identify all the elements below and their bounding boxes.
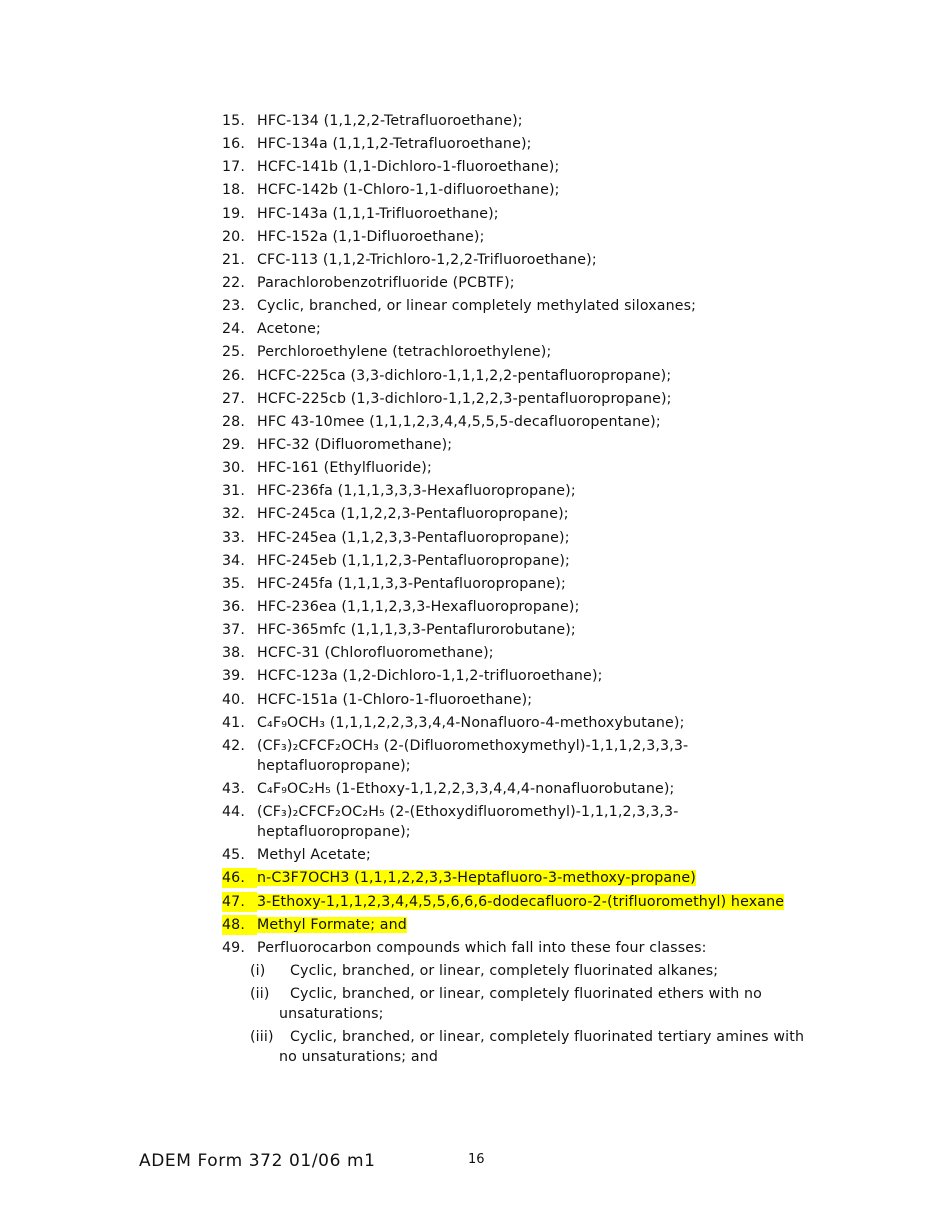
item-text <box>257 273 822 293</box>
list-item <box>222 528 822 548</box>
list-item <box>222 736 822 776</box>
item-number: 21. <box>222 251 246 268</box>
item-number: 35. <box>222 575 246 592</box>
exempt-compounds-list <box>222 111 822 1070</box>
item-text <box>257 157 822 177</box>
item-text <box>257 868 822 888</box>
item-number: 29. <box>222 436 246 453</box>
item-number: 39. <box>222 668 246 685</box>
sub-item <box>250 961 822 981</box>
sub-list-item <box>250 961 822 981</box>
item-number: 19. <box>222 205 246 222</box>
list-item <box>222 157 822 177</box>
item-text <box>257 620 822 640</box>
item-text-content: HCFC-31 (Chlorofluoromethane); <box>257 645 494 662</box>
item-text-content: HFC-161 (Ethylfluoride); <box>257 460 432 477</box>
item-text <box>257 342 822 362</box>
sub-list-item <box>250 984 822 1024</box>
item-number: 16. <box>222 136 246 153</box>
item-number: 15. <box>222 113 246 129</box>
item-text <box>257 435 822 455</box>
list-item <box>222 690 822 710</box>
sub-item <box>250 984 822 1024</box>
item-number: 24. <box>222 321 246 338</box>
list-item <box>222 845 822 865</box>
item-text-content: Perchloroethylene (tetrachloroethylene); <box>257 344 552 361</box>
list-item <box>222 319 822 339</box>
item-number: 33. <box>222 529 246 546</box>
item-text <box>257 713 822 733</box>
item-text-content: HCFC-142b (1-Chloro-1,1-difluoroethane); <box>257 182 560 199</box>
list-item <box>222 204 822 224</box>
list-item <box>222 574 822 594</box>
item-number: 28. <box>222 413 246 430</box>
item-text <box>257 250 822 270</box>
item-number: 17. <box>222 159 246 176</box>
item-number: 44. <box>222 804 246 821</box>
list-item <box>222 504 822 524</box>
sub-item <box>250 1027 822 1067</box>
list-item <box>222 643 822 663</box>
list-item <box>222 915 822 935</box>
item-number: 23. <box>222 298 246 315</box>
item-text-content: CFC-113 (1,1,2-Trichloro-1,2,2-Trifluoroethane); <box>257 251 597 268</box>
list-item <box>222 134 822 154</box>
item-text-content: HCFC-123a (1,2-Dichloro-1,1,2-trifluoroethane); <box>257 668 603 685</box>
item-text-content: Methyl Formate; and <box>257 916 407 933</box>
list-item <box>222 868 822 888</box>
item-text <box>257 504 822 524</box>
item-text <box>257 892 822 912</box>
item-text-content: HFC-134 (1,1,2,2-Tetrafluoroethane); <box>257 113 523 129</box>
item-text-content: HFC-152a (1,1-Difluoroethane); <box>257 228 485 245</box>
item-text-content: HFC-245ca (1,1,2,2,3-Pentafluoropropane); <box>257 506 569 523</box>
item-text <box>257 204 822 224</box>
item-text-content: HFC-236ea (1,1,1,2,3,3-Hexafluoropropane); <box>257 598 580 615</box>
sub-item-numeral: (iii) <box>250 1028 274 1045</box>
item-text <box>257 389 822 409</box>
list-item <box>222 180 822 200</box>
list-item <box>222 412 822 432</box>
item-text <box>257 915 822 935</box>
list-item <box>222 892 822 912</box>
item-text <box>257 597 822 617</box>
item-text <box>257 134 822 154</box>
item-text-content: HFC-143a (1,1,1-Trifluoroethane); <box>257 205 499 222</box>
item-text <box>257 666 822 686</box>
item-text <box>257 736 822 776</box>
item-text-content: n-C3F7OCH3 (1,1,1,2,2,3,3-Heptafluoro-3-methoxy-propane) <box>257 870 696 887</box>
list-item <box>222 713 822 733</box>
sub-list-item <box>250 1027 822 1067</box>
item-number: 20. <box>222 228 246 245</box>
item-text-content: (CF₃)₂CFCF₂OCH₃ (2-(Difluoromethoxymethyl)-1,1,1,2,3,3,3-heptafluoropropane); <box>257 737 689 774</box>
item-number: 36. <box>222 598 246 615</box>
item-text-content: HFC-245fa (1,1,1,3,3-Pentafluoropropane); <box>257 575 566 592</box>
sub-item-text: Cyclic, branched, or linear, completely fluorinated ethers with no unsaturations; <box>279 985 762 1022</box>
item-text <box>257 938 822 958</box>
item-text-content: HCFC-225ca (3,3-dichloro-1,1,1,2,2-pentafluoropropane); <box>257 367 672 384</box>
sub-item-numeral: (i) <box>250 962 266 979</box>
item-text <box>257 802 822 842</box>
item-text <box>257 528 822 548</box>
item-number: 37. <box>222 622 246 639</box>
item-text <box>257 412 822 432</box>
item-text <box>257 111 822 131</box>
item-number: 31. <box>222 483 246 500</box>
list-item <box>222 551 822 571</box>
item-text-content: HFC-245ea (1,1,2,3,3-Pentafluoropropane); <box>257 529 570 546</box>
item-number: 27. <box>222 390 246 407</box>
item-text-content: (CF₃)₂CFCF₂OC₂H₅ (2-(Ethoxydifluoromethyl)-1,1,1,2,3,3,3-heptafluoropropane); <box>257 804 679 841</box>
item-text-content: C₄F₉OC₂H₅ (1-Ethoxy-1,1,2,2,3,3,4,4,4-nonafluorobutane); <box>257 780 675 797</box>
item-text <box>257 366 822 386</box>
list-item <box>222 389 822 409</box>
item-number: 41. <box>222 714 246 731</box>
item-text <box>257 458 822 478</box>
item-text-content: C₄F₉OCH₃ (1,1,1,2,2,3,3,4,4-Nonafluoro-4-methoxybutane); <box>257 714 685 731</box>
item-text-content: HCFC-225cb (1,3-dichloro-1,1,2,2,3-pentafluoropropane); <box>257 390 672 407</box>
list-item <box>222 481 822 501</box>
item-text <box>257 779 822 799</box>
item-text <box>257 574 822 594</box>
list-item <box>222 938 822 958</box>
item-number: 26. <box>222 367 246 384</box>
item-text-content: Methyl Acetate; <box>257 847 371 864</box>
item-text-content: HCFC-151a (1-Chloro-1-fluoroethane); <box>257 691 533 708</box>
list-item <box>222 620 822 640</box>
item-text-content: Perfluorocarbon compounds which fall into these four classes: <box>257 939 707 956</box>
item-text <box>257 227 822 247</box>
list-item <box>222 366 822 386</box>
sub-item-text: Cyclic, branched, or linear, completely fluorinated alkanes; <box>290 962 719 979</box>
item-number: 25. <box>222 344 246 361</box>
item-number: 30. <box>222 460 246 477</box>
item-text <box>257 643 822 663</box>
item-text-content: HFC-365mfc (1,1,1,3,3-Pentaflurorobutane); <box>257 622 576 639</box>
item-text-content: Acetone; <box>257 321 321 338</box>
item-text-content: HFC-245eb (1,1,1,2,3-Pentafluoropropane); <box>257 552 570 569</box>
item-text <box>257 551 822 571</box>
item-text <box>257 845 822 865</box>
list-item <box>222 296 822 316</box>
item-text-content: Parachlorobenzotrifluoride (PCBTF); <box>257 274 515 291</box>
list-item <box>222 779 822 799</box>
item-text-content: Cyclic, branched, or linear completely methylated siloxanes; <box>257 298 697 315</box>
item-text <box>257 319 822 339</box>
item-text-content: 3-Ethoxy-1,1,1,2,3,4,4,5,5,6,6,6-dodecafluoro-2-(trifluoromethyl) hexane <box>257 893 785 910</box>
sub-item-numeral: (ii) <box>250 985 270 1002</box>
item-text-content: HFC 43-10mee (1,1,1,2,3,4,4,5,5,5-decafluoropentane); <box>257 413 661 430</box>
list-item <box>222 458 822 478</box>
item-text-content: HFC-236fa (1,1,1,3,3,3-Hexafluoropropane); <box>257 483 576 500</box>
item-number: 34. <box>222 552 246 569</box>
item-number: 47. <box>222 892 257 912</box>
footer-form-id: ADEM Form 372 01/06 m1 <box>139 1151 376 1171</box>
item-number: 43. <box>222 780 246 797</box>
item-number: 46. <box>222 868 257 888</box>
list-item <box>222 342 822 362</box>
item-text <box>257 481 822 501</box>
item-number: 48. <box>222 915 257 935</box>
item-number: 49. <box>222 939 246 956</box>
item-text <box>257 690 822 710</box>
sub-item-text: Cyclic, branched, or linear, completely fluorinated tertiary amines with no unsaturations; and <box>279 1028 805 1065</box>
item-text-content: HCFC-141b (1,1-Dichloro-1-fluoroethane); <box>257 159 560 176</box>
item-text <box>257 296 822 316</box>
item-number: 42. <box>222 737 246 754</box>
list-item <box>222 666 822 686</box>
item-number: 32. <box>222 506 246 523</box>
item-number: 40. <box>222 691 246 708</box>
list-item <box>222 435 822 455</box>
item-number: 18. <box>222 182 246 199</box>
list-item <box>222 597 822 617</box>
list-item <box>222 273 822 293</box>
item-number: 38. <box>222 645 246 662</box>
list-item <box>222 802 822 842</box>
item-number: 22. <box>222 274 246 291</box>
list-item <box>222 111 822 131</box>
item-text-content: HFC-32 (Difluoromethane); <box>257 436 453 453</box>
item-number: 45. <box>222 847 246 864</box>
list-item <box>222 250 822 270</box>
list-item <box>222 227 822 247</box>
item-text-content: HFC-134a (1,1,1,2-Tetrafluoroethane); <box>257 136 532 153</box>
item-text <box>257 180 822 200</box>
page-number: 16 <box>468 1152 485 1167</box>
